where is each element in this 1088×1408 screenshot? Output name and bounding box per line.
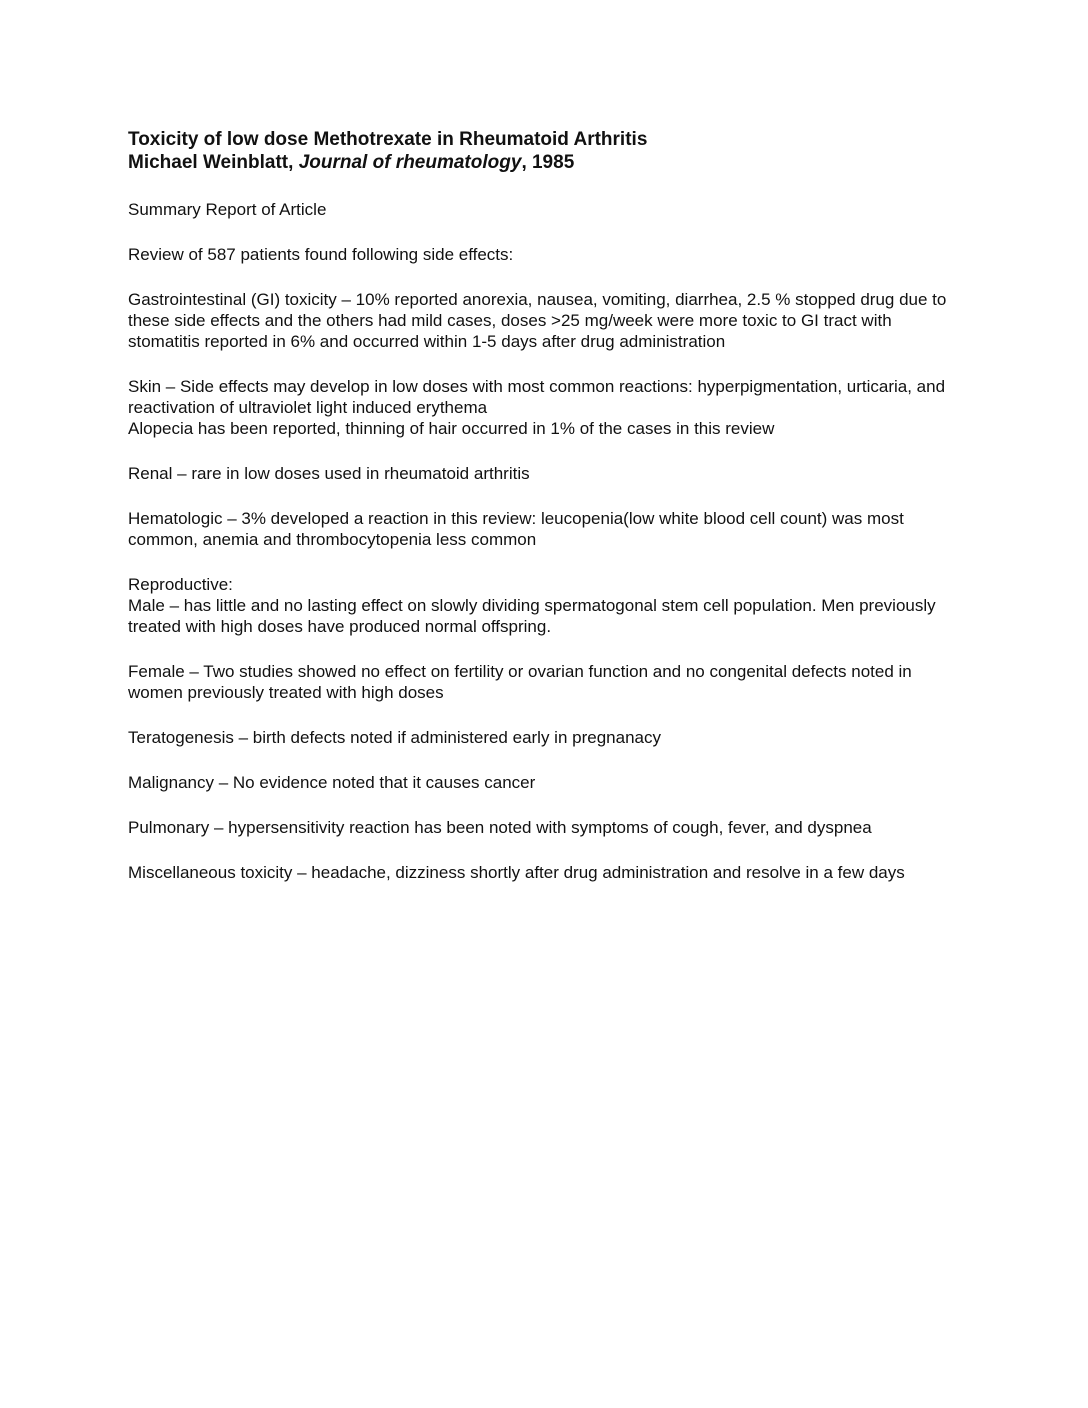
skin-text: Skin – Side effects may develop in low doses with most common reactions: hyperpigmentation, urticaria, and reactivation of ultraviolet light induced erythema bbox=[128, 377, 946, 417]
reproductive-female: Female – Two studies showed no effect on fertility or ovarian function and no congenital defects noted in women previously treated with high doses bbox=[128, 662, 912, 702]
section-pulmonary: Pulmonary – hypersensitivity reaction has been noted with symptoms of cough, fever, and dyspnea bbox=[128, 818, 872, 837]
document-title bbox=[128, 128, 968, 174]
reproductive-heading: Reproductive: bbox=[128, 575, 233, 594]
author-name: Michael Weinblatt, bbox=[128, 152, 299, 173]
title-line: Toxicity of low dose Methotrexate in Rheumatoid Arthritis bbox=[128, 129, 648, 150]
section-teratogenesis: Teratogenesis – birth defects noted if administered early in pregnanacy bbox=[128, 728, 661, 747]
section-reproductive bbox=[128, 574, 968, 637]
summary-label: Summary Report of Article bbox=[128, 200, 327, 219]
section-malignancy: Malignancy – No evidence noted that it causes cancer bbox=[128, 773, 536, 792]
section-hematologic: Hematologic – 3% developed a reaction in this review: leucopenia(low white blood cell count) was most common, anemia and thrombocytopenia less common bbox=[128, 509, 904, 549]
section-gastrointestinal: Gastrointestinal (GI) toxicity – 10% reported anorexia, nausea, vomiting, diarrhea, 2.5 % stopped drug due to these side effects and the others had mild cases, doses >25 mg/week were more toxic to GI tract with stomatitis reported in 6% and occurred within 1-5 days after drug administration bbox=[128, 290, 947, 351]
document-page bbox=[128, 128, 968, 883]
publication-year: , 1985 bbox=[521, 152, 575, 173]
alopecia-text: Alopecia has been reported, thinning of hair occurred in 1% of the cases in this review bbox=[128, 419, 775, 438]
section-skin bbox=[128, 376, 968, 439]
journal-name: Journal of rheumatology bbox=[298, 152, 522, 173]
section-renal: Renal – rare in low doses used in rheumatoid arthritis bbox=[128, 464, 530, 483]
section-miscellaneous: Miscellaneous toxicity – headache, dizziness shortly after drug administration and resolve in a few days bbox=[128, 863, 905, 882]
review-intro: Review of 587 patients found following side effects: bbox=[128, 245, 514, 264]
reproductive-male: Male – has little and no lasting effect on slowly dividing spermatogonal stem cell population. Men previously treated with high doses have produced normal offspring. bbox=[128, 596, 936, 636]
